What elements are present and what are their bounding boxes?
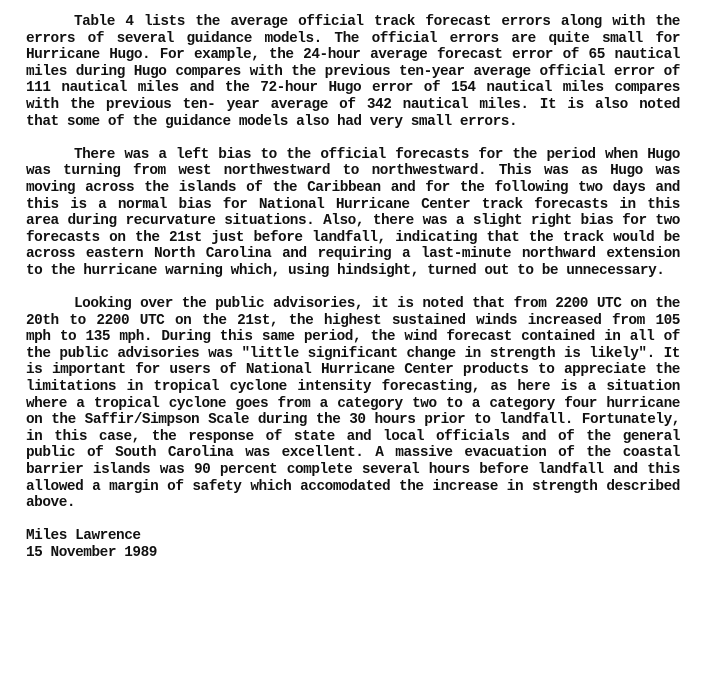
- paragraph-track-errors: Table 4 lists the average official track forecast errors along with the errors of several guidance models. The official errors are quite small for Hurricane Hugo. For example, the 24-hour average forecast error of 65 nautical miles during Hugo compares with the previous ten-year average official error of 111 nautical miles and the 72-hour Hugo error of 154 nautical miles compares with the previous ten- year average of 342 nautical miles. It is also noted that some of the guidance models also had very small errors.: [26, 14, 680, 130]
- document-date: 15 November 1989: [26, 545, 157, 561]
- paragraph-public-advisories: Looking over the public advisories, it is noted that from 2200 UTC on the 20th to 2200 UTC on the 21st, the highest sustained winds increased from 105 mph to 135 mph. During this same period, the wind forecast contained in all of the public advisories was "little significant change in strength is likely". It is important for users of National Hurricane Center products to appreciate the limitations in tropical cyclone intensity forecasting, as here is a situation where a tropical cyclone goes from a category two to a category four hurricane on the Saffir/Simpson Scale during the 30 hours prior to landfall. Fortunately, in this case, the response of state and local officials and of the general public of South Carolina was excellent. A massive evacuation of the coastal barrier islands was 90 percent complete several hours before landfall and this allowed a margin of safety which accomodated the increase in strength described above.: [26, 296, 680, 512]
- document-page: [26, 14, 680, 562]
- signature-block: [26, 528, 680, 561]
- paragraph-forecast-bias: There was a left bias to the official forecasts for the period when Hugo was turning from west northwestward to northwestward. This was as Hugo was moving across the islands of the Caribbean and for the following two days and this is a normal bias for National Hurricane Center track forecasts in this area during recurvature situations. Also, there was a slight right bias for two forecasts on the 21st just before landfall, indicating that the track would be across eastern North Carolina and requiring a last-minute northward extension to the hurricane warning which, using hindsight, turned out to be unnecessary.: [26, 146, 680, 279]
- author-name: Miles Lawrence: [26, 528, 141, 545]
